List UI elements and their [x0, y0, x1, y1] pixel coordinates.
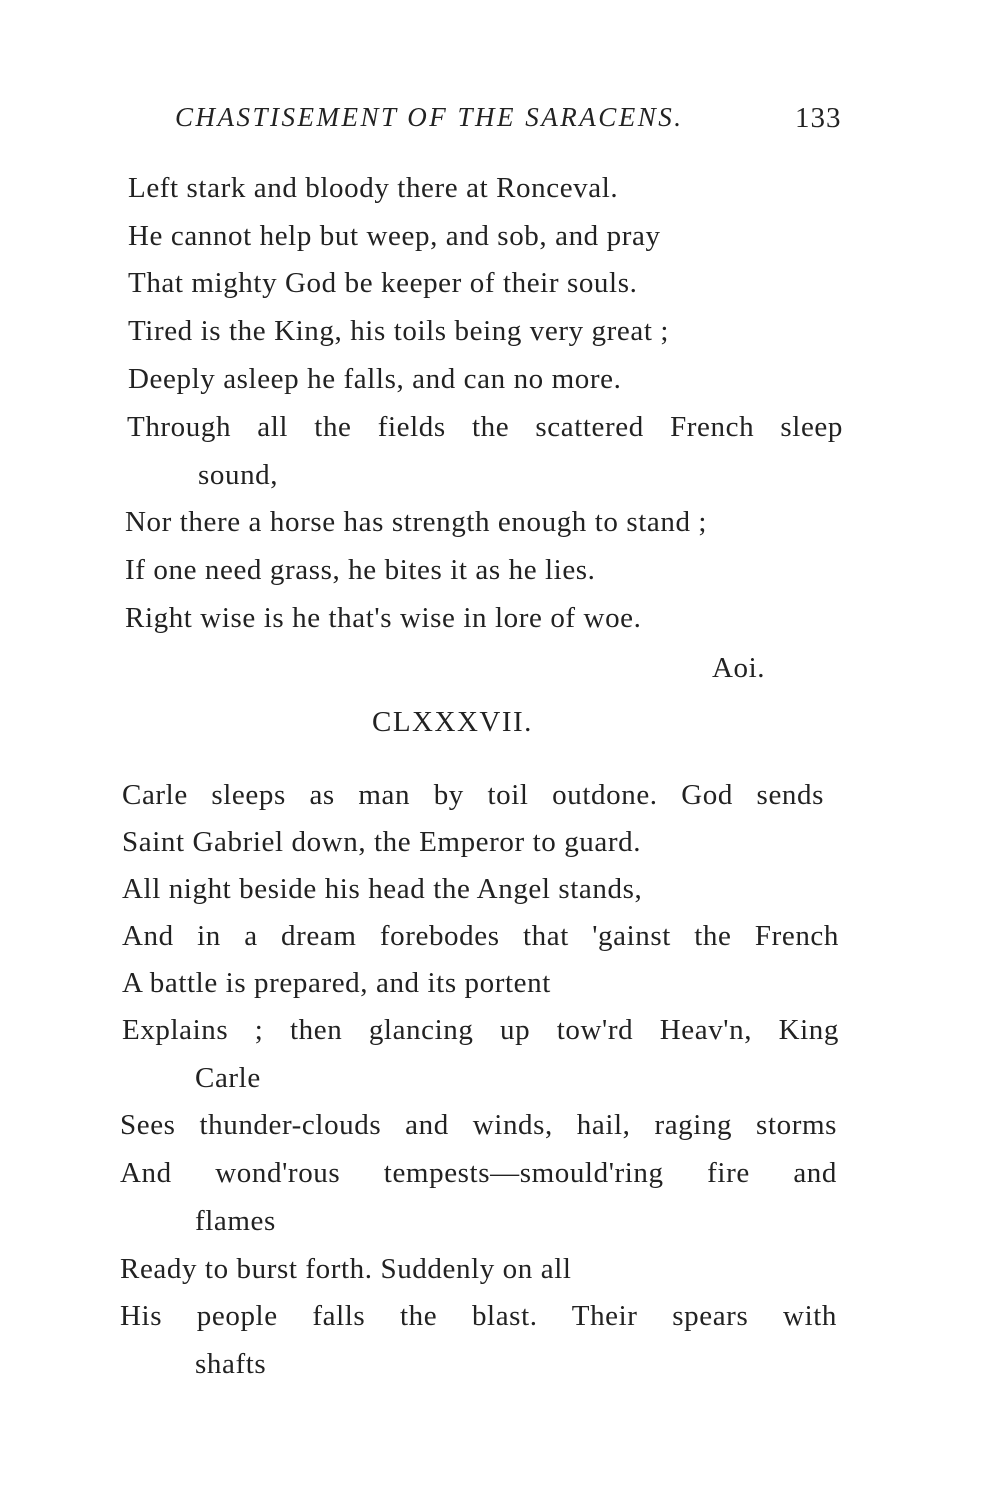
verse-line: Explains ; then glancing up tow'rd Heav'n, King	[122, 1014, 839, 1046]
verse-line: He cannot help but weep, and sob, and pray	[128, 220, 661, 252]
refrain-aoi: Aoi.	[712, 652, 766, 684]
verse-line: Carle sleeps as man by toil outdone. God sends	[122, 779, 824, 811]
page-number: 133	[795, 102, 842, 134]
verse-line: And in a dream forebodes that 'gainst the French	[122, 920, 839, 952]
verse-line: A battle is prepared, and its portent	[122, 967, 551, 999]
verse-line: Through all the fields the scattered French sleep	[127, 411, 843, 443]
verse-line: His people falls the blast. Their spears with	[120, 1300, 837, 1332]
running-title: CHASTISEMENT OF THE SARACENS.	[175, 102, 684, 132]
verse-line-continuation: shafts	[195, 1348, 267, 1380]
verse-line: All night beside his head the Angel stands,	[122, 873, 643, 905]
verse-line: Ready to burst forth. Suddenly on all	[120, 1253, 572, 1285]
verse-line-continuation: flames	[195, 1205, 276, 1237]
section-heading: CLXXXVII.	[372, 706, 533, 738]
verse-line: That mighty God be keeper of their souls.	[128, 267, 638, 299]
verse-line: Sees thunder-clouds and winds, hail, raging storms	[120, 1109, 837, 1141]
verse-line: If one need grass, he bites it as he lies.	[125, 554, 596, 586]
verse-line: Tired is the King, his toils being very great ;	[128, 315, 670, 347]
verse-line: Left stark and bloody there at Ronceval.	[128, 172, 619, 204]
verse-line: Nor there a horse has strength enough to stand ;	[125, 506, 708, 538]
verse-line-continuation: Carle	[195, 1062, 261, 1094]
verse-line: Right wise is he that's wise in lore of woe.	[125, 602, 642, 634]
verse-line: And wond'rous tempests—smould'ring fire and	[120, 1157, 837, 1189]
verse-line: Deeply asleep he falls, and can no more.	[128, 363, 622, 395]
verse-line: Saint Gabriel down, the Emperor to guard.	[122, 826, 642, 858]
verse-line-continuation: sound,	[198, 459, 279, 491]
